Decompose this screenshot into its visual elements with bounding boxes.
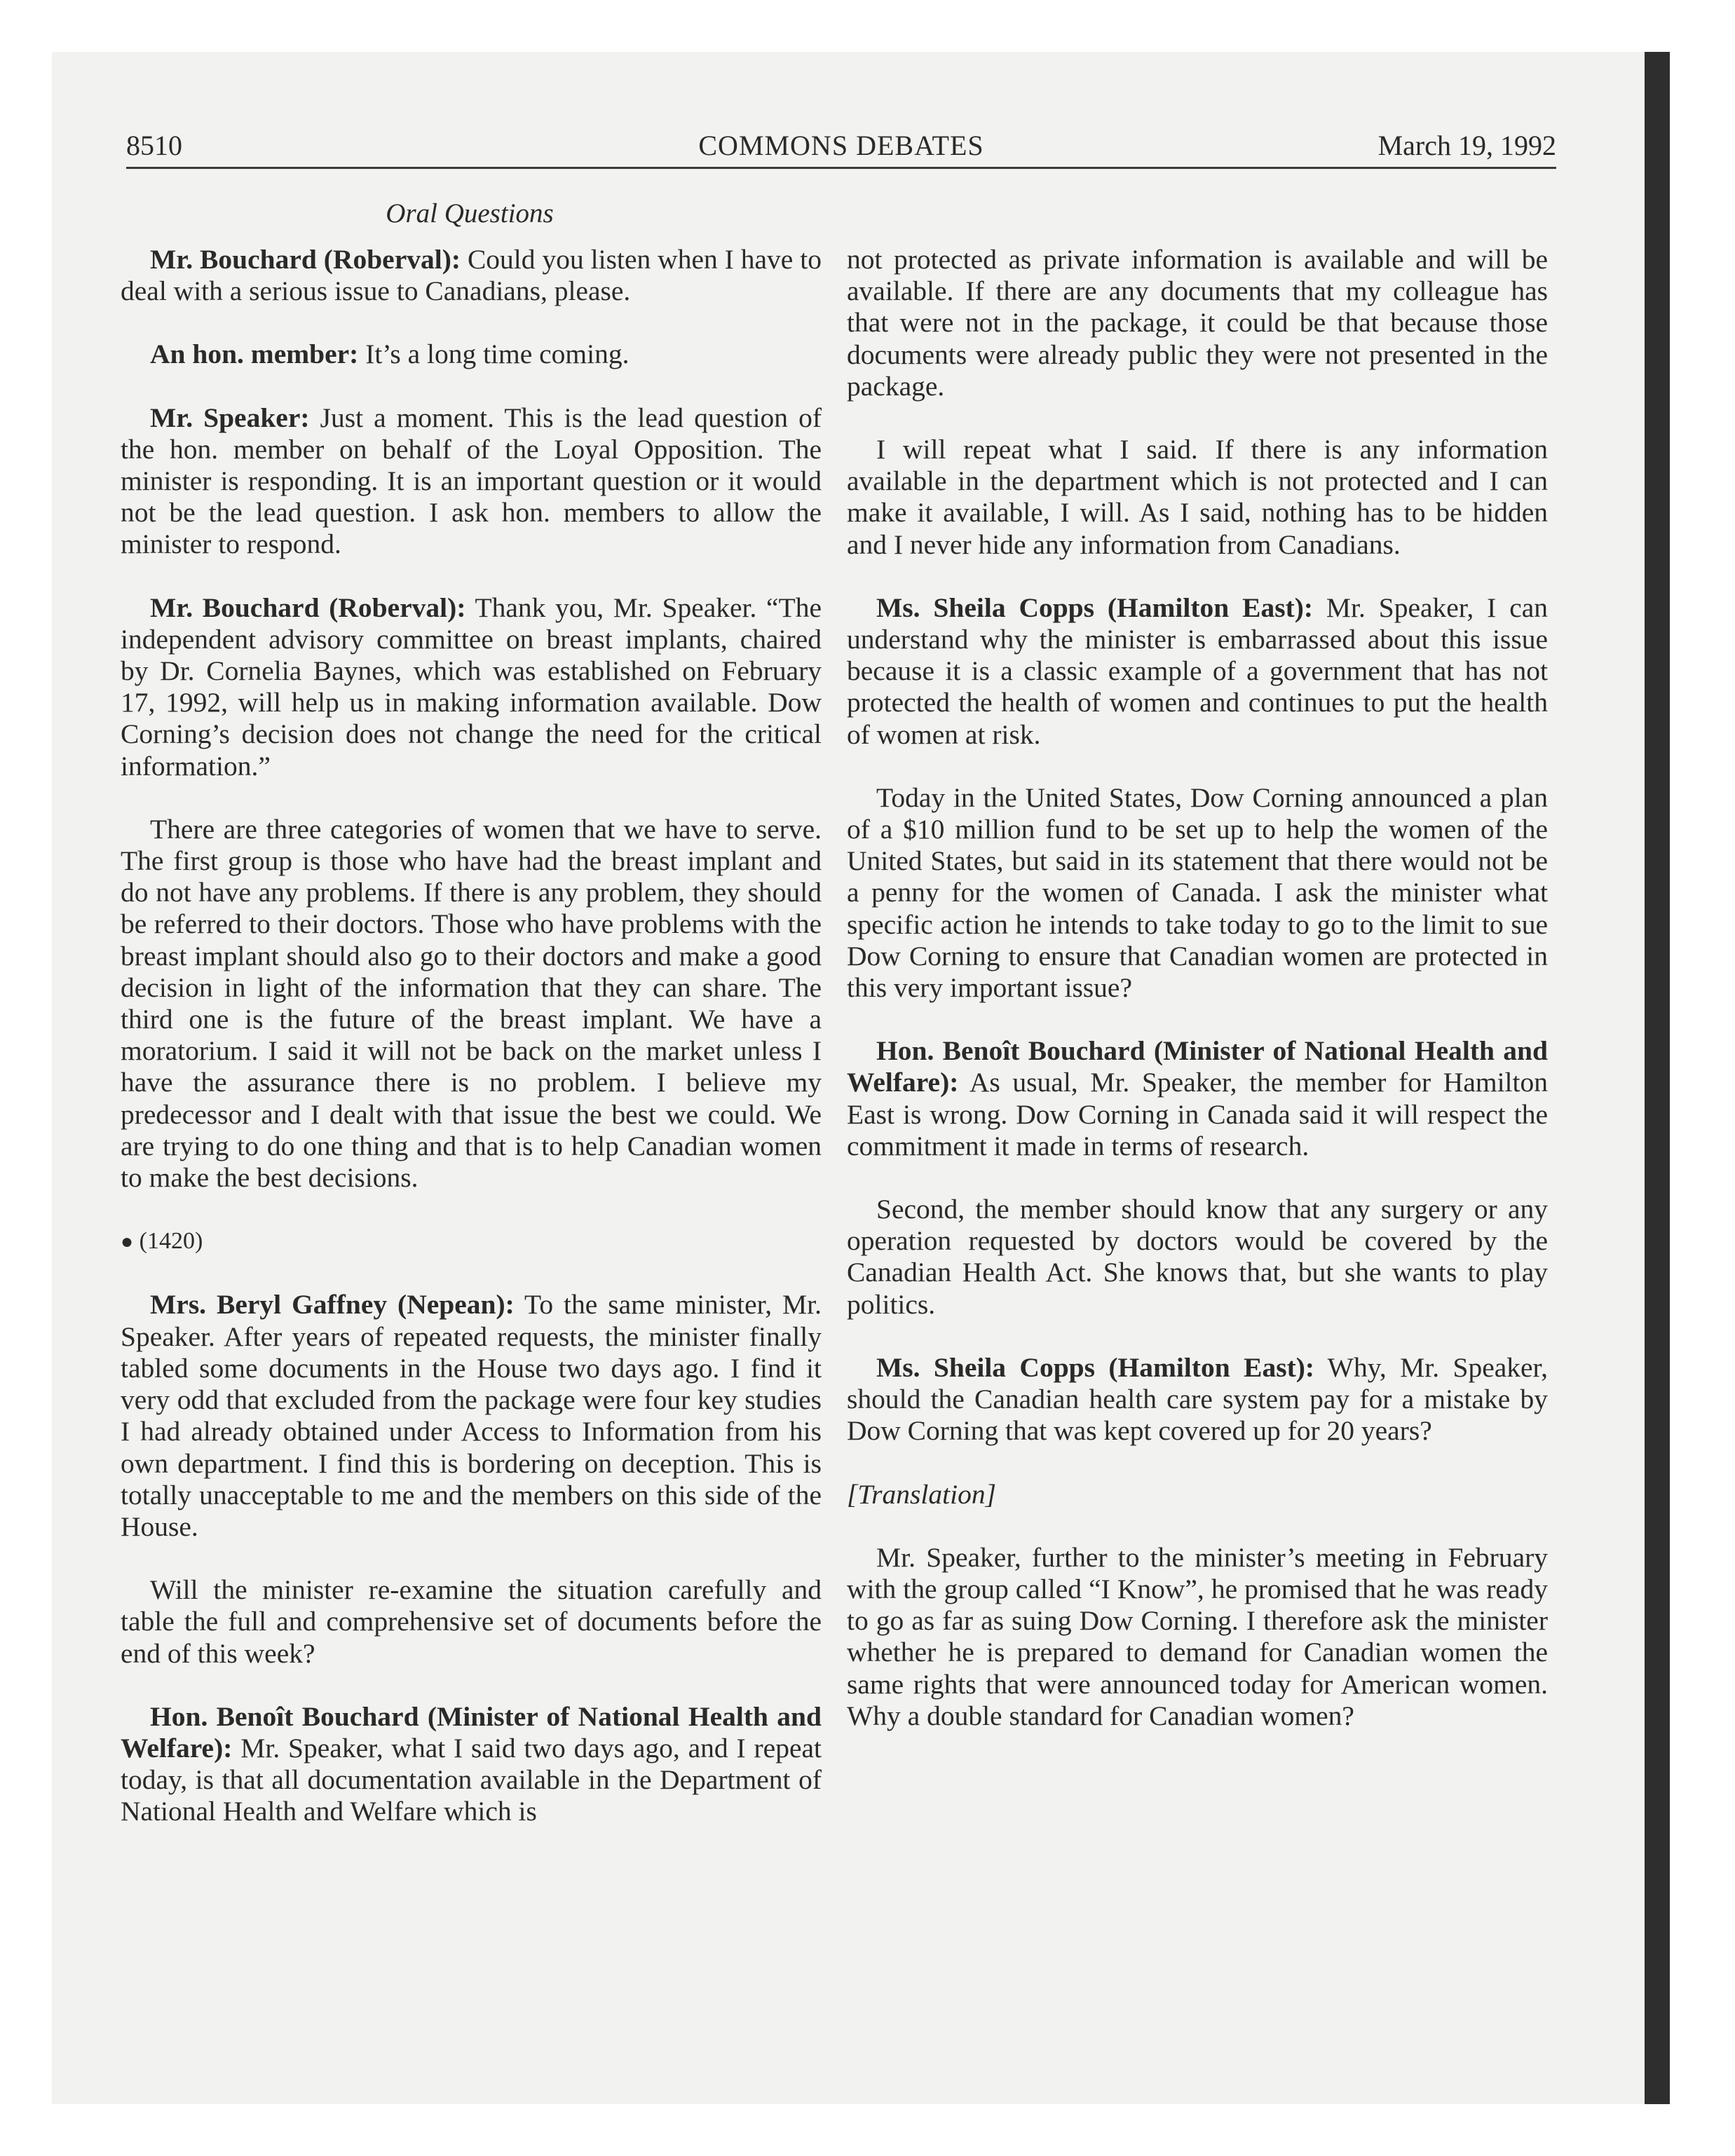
page-header: [126, 125, 1556, 170]
speech-text: not protected as private information is available and will be available. If there are any documents that my colleague has that were not in the package, it could be that because those documents were already public they were not presented in the package.: [847, 244, 1548, 402]
speech-text: Could you listen when I have to deal with a serious issue to Canadians, please.: [121, 244, 822, 307]
paragraph: [121, 814, 822, 1194]
scan-edge-shadow: [1645, 52, 1670, 2104]
speech-text: Mr. Speaker, further to the minister’s meeting in February with the group called “I Know”, he promised that he was ready to go as far as suing Dow Corning. I therefore ask the minister whether he is prepared to demand for Canadian women the same rights that were announced today for American women. Why a double standard for Canadian women?: [847, 1541, 1548, 1731]
speech-text: Thank you, Mr. Speaker. “The independent advisory committee on breast implants, chaired by Dr. Cornelia Baynes, which was established on February 17, 1992, will help us in making information available. Dow Corning’s decision does not change the need for the critical information.”: [121, 592, 822, 782]
speaker-name: Ms. Sheila Copps (Hamilton East):: [876, 592, 1314, 623]
paragraph: [847, 1542, 1548, 1732]
speech-text: To the same minister, Mr. Speaker. After years of repeated requests, the minister finally tabled some documents in the House two days ago. I find it very odd that excluded from the package were four key studies I had already obtained under Access to Information from his own department. I find this is bordering on deception. This is totally unacceptable to me and the members on this side of the House.: [121, 1289, 822, 1542]
speech-text: Second, the member should know that any surgery or any operation requested by doctors would be covered by the Canadian Health Act. She knows that, but she wants to play politics.: [847, 1194, 1548, 1320]
paragraph: [121, 244, 822, 307]
paragraph: [847, 592, 1548, 751]
speech-text: It’s a long time coming.: [358, 339, 630, 370]
paragraph: [121, 339, 822, 370]
speaker-name: Mr. Speaker:: [150, 402, 310, 433]
speech-text: Today in the United States, Dow Corning announced a plan of a $10 million fund to be set up to help the women of the United States, but said in its statement that there would not be a penny for the women of Canada. I ask the minister what specific action he intends to take today to go to the limit to sue Dow Corning to ensure that Canadian women are protected in this very important issue?: [847, 782, 1548, 1004]
speaker-name: Mrs. Beryl Gaffney (Nepean):: [150, 1289, 515, 1321]
paragraph: [121, 1289, 822, 1543]
right-column: [847, 244, 1548, 1763]
paragraph: [121, 1574, 822, 1670]
left-column: [121, 244, 822, 1860]
speech-text: Mr. Speaker, what I said two days ago, and I repeat today, is that all documentation available in the Department of National Health and Welfare which is: [121, 1732, 822, 1827]
speaker-name: Mr. Bouchard (Roberval):: [150, 592, 466, 623]
speech-text: As usual, Mr. Speaker, the member for Hamilton East is wrong. Dow Corning in Canada said it will respect the commitment it made in terms of research.: [847, 1067, 1548, 1161]
paragraph: [847, 1194, 1548, 1321]
bullet-icon: ●: [121, 1230, 134, 1254]
speech-text: There are three categories of women that we have to serve. The first group is those who have had the breast implant and do not have any problems. If there is any problem, they should be referred to their doctors. Those who have problems with the breast implant should also go to their doctors and make a good decision in light of the information that they can share. The third one is the future of the breast implant. We have a moratorium. I said it will not be back on the market unless I have the assurance there is no problem. I believe my predecessor and I dealt with that issue the best we could. We are trying to do one thing and that is to help Canadian women to make the best decisions.: [121, 813, 822, 1194]
speech-text: Mr. Speaker, I can understand why the minister is embarrassed about this issue because it is a classic example of a government that has not protected the health of women and continues to put the health of women at risk.: [847, 592, 1549, 750]
publication-date: March 19, 1992: [1377, 130, 1556, 161]
paragraph: [121, 402, 822, 561]
speaker-name: Hon. Benoît Bouchard (Minister of National Health and Welfare):: [121, 1700, 822, 1763]
translation-marker: [Translation]: [847, 1478, 996, 1510]
speaker-name: An hon. member:: [150, 339, 359, 370]
section-title: Oral Questions: [386, 198, 554, 228]
paragraph: [121, 592, 822, 782]
speech-text: Why, Mr. Speaker, should the Canadian health care system pay for a mistake by Dow Corning that was kept covered up for 20 years?: [847, 1351, 1548, 1447]
paragraph: [847, 1035, 1548, 1162]
time-marker: [121, 1225, 822, 1257]
speaker-name: Hon. Benoît Bouchard (Minister of National Health and Welfare):: [847, 1035, 1548, 1098]
speech-text: Will the minister re-examine the situation carefully and table the full and comprehensive set of documents before the end of this week?: [121, 1574, 822, 1669]
speaker-name: Ms. Sheila Copps (Hamilton East):: [876, 1351, 1315, 1383]
page-number: 8510: [126, 130, 182, 161]
paragraph: [847, 1352, 1548, 1447]
paragraph: [847, 782, 1548, 1004]
paragraph: [847, 434, 1548, 561]
speech-text: I will repeat what I said. If there is any information available in the department which is not protected and I can make it available, I will. As I said, nothing has to be hidden and I never hide any information from Canadians.: [847, 434, 1548, 560]
speech-text: Just a moment. This is the lead question of the hon. member on behalf of the Loyal Opposition. The minister is responding. It is an important question or it would not be the lead question. I ask hon. members to allow the minister to respond.: [121, 402, 822, 560]
time-marker-text: (1420): [139, 1228, 203, 1255]
paragraph: [847, 244, 1548, 402]
publication-title: COMMONS DEBATES: [698, 130, 984, 161]
speaker-name: Mr. Bouchard (Roberval):: [150, 244, 461, 275]
header-rule: [126, 167, 1556, 169]
paragraph: [121, 1701, 822, 1828]
